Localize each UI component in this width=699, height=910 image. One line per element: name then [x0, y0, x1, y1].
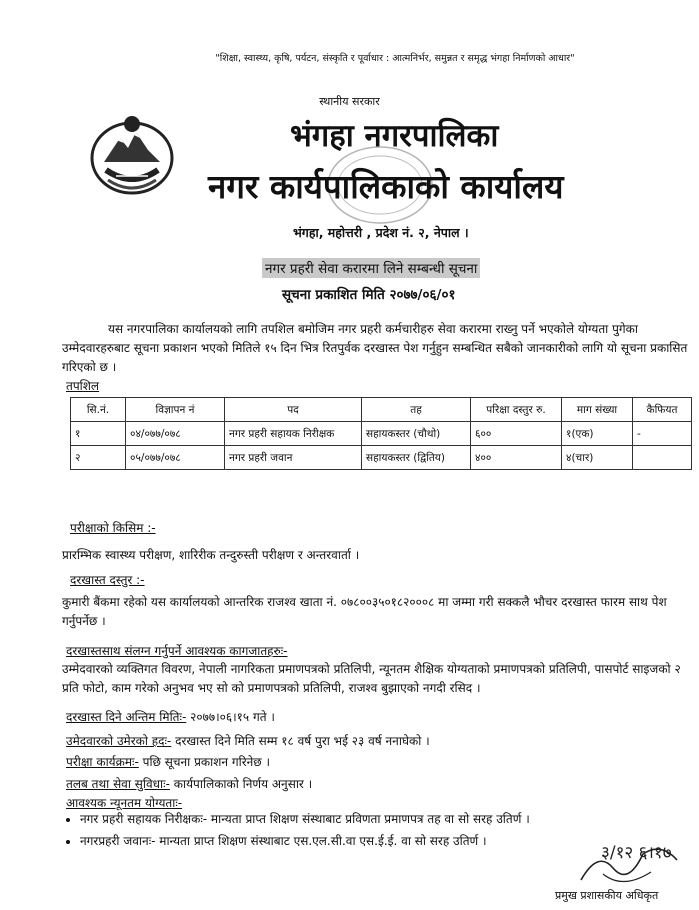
table-header-row — [71, 398, 692, 422]
list-item: • नगर प्रहरी सहायक निरीक्षकः- मान्यता प्राप्त शिक्षण संस्थाबाट प्रविणता प्रमाणपत्र तह वा सो सरह उतिर्ण । — [80, 808, 699, 830]
age-heading: उमेदवारको उमेरको हदः- — [66, 734, 172, 748]
motto: "शिक्षा, स्वास्थ्य, कृषि, पर्यटन, संस्कृति र पूर्वाधार : आत्मनिर्भर, समुन्नत र समृद्ध भंगहा निर्माणको आधार" — [215, 53, 575, 64]
publication-date: सूचना प्रकाशित मिति २०७७/०६/०१ — [282, 287, 456, 303]
table-row — [71, 422, 692, 446]
exam-schedule-line — [66, 753, 270, 770]
notice-intro: यस नगरपालिका कार्यालयको लागि तपशिल बमोजिम नगर प्रहरी कर्मचारीहरु सेवा करारमा राख्नु पर्ने भएकोले योग्यता पुगेका उम्मेदवारहरुबाट सूचना प्रकाशन भएको मितिले १५ दिन भित्र रितपुर्वक दरखास्त पेश गर्नुहुन सम्बन्धित सबैको जानकारीको लागि यो सूचना प्रकासित गरिएको छ । — [62, 322, 688, 374]
exam-schedule-text: पछि सूचना प्रकाशन गरिनेछ । — [142, 755, 271, 769]
signer-title: प्रमुख प्रशासकीय अधिकृत — [555, 889, 659, 902]
exam-type-text: प्रारम्भिक स्वास्थ्य परीक्षण, शारिरीक तन्दुरुस्ती परीक्षण र अन्तरवार्ता । — [62, 548, 360, 562]
col-header-quantity: माग संख्या — [562, 398, 633, 422]
cell-post: नगर प्रहरी जवान — [225, 446, 362, 470]
signature-scrawl — [573, 820, 683, 890]
notice-title: नगर प्रहरी सेवा करारमा लिने सम्बन्धी सूचना — [262, 258, 480, 278]
cell-fee: ४०० — [471, 446, 562, 470]
cell-level: सहायकस्तर (चौथो) — [362, 422, 471, 446]
cell-level: सहायकस्तर (द्वितिय) — [362, 446, 471, 470]
local-government-label: स्थानीय सरकार — [319, 95, 380, 108]
col-header-sn: सि.नं. — [71, 398, 126, 422]
salary-heading: तलब तथा सेवा सुविधाः- — [66, 777, 170, 791]
age-line — [66, 732, 430, 749]
qualification-heading: आवश्यक न्यूनतम योग्यताः- — [66, 796, 183, 810]
deadline-text: २०७७।०६।१५ गते । — [190, 710, 275, 724]
cell-sn: २ — [71, 446, 126, 470]
col-header-post: पद — [225, 398, 362, 422]
cell-ad-no: ०५/०७७/०७८ — [126, 446, 225, 470]
cell-quantity: १(एक) — [562, 422, 633, 446]
cell-remarks — [633, 446, 692, 470]
age-text: दरखास्त दिने मिति सम्म १८ वर्ष पुरा भई २३ वर्ष ननाघेको । — [175, 734, 430, 748]
table-heading: तपशिल — [66, 379, 100, 393]
cell-fee: ६०० — [471, 422, 562, 446]
exam-schedule-heading: परीक्षा कार्यक्रमः- — [66, 755, 139, 769]
fee-text: कुमारी बैंकमा रहेको यस कार्यालयको आन्तरिक राजश्व खाता नं. ०७८००३५०१८२०००८ मा जम्मा गरी सक्कलै भौचर दरखास्त फारम साथ पेश गर्नुपर्नेछ । — [62, 595, 667, 628]
office-title: नगर कार्यपालिकाको कार्यालय — [208, 167, 564, 206]
list-item: • नगरप्रहरी जवानः- मान्यता प्राप्त शिक्षण संस्थाबाट एस.एल.सी.वा एस.ई.ई. वा सो सरह उतिर्ण । — [80, 830, 699, 852]
documents-heading: दरखास्तसाथ संलग्न गर्नुपर्ने आवश्यक कागजातहरुः- — [66, 644, 288, 658]
col-header-remarks: कैफियत — [633, 398, 692, 422]
cell-remarks: - — [633, 422, 692, 446]
col-header-level: तह — [362, 398, 471, 422]
table-row — [71, 446, 692, 470]
cell-ad-no: ०४/०७७/०७८ — [126, 422, 225, 446]
deadline-line — [66, 708, 275, 725]
office-address: भंगहा, महोत्तरी , प्रदेश नं. २, नेपाल । — [293, 225, 469, 240]
municipality-title: भंगहा नगरपालिका — [290, 118, 499, 154]
exam-type-heading: परीक्षाको किसिम :- — [70, 521, 156, 535]
cell-sn: १ — [71, 422, 126, 446]
municipality-emblem-icon — [86, 110, 178, 198]
salary-text: कार्यपालिकाको निर्णय अनुसार । — [173, 777, 313, 791]
col-header-fee: परिक्षा दस्तुर रु. — [471, 398, 562, 422]
salary-line — [66, 775, 312, 792]
col-header-ad-no: विज्ञापन नं — [126, 398, 225, 422]
signature-scrawl-text: ३/१२ ६।१७ — [601, 843, 672, 863]
cell-quantity: ४(चार) — [562, 446, 633, 470]
deadline-heading: दरखास्त दिने अन्तिम मितिः- — [66, 710, 187, 724]
fee-heading: दरखास्त दस्तुर :- — [70, 573, 145, 587]
documents-text: उम्मेदवारको व्यक्तिगत विवरण, नेपाली नागरिकता प्रमाणपत्रको प्रतिलिपी, न्यूनतम शैक्षिक योग्यताको प्रमाणपत्रको प्रतिलिपी, पासपोर्ट साइजको २ प्रति फोटो, काम गरेको अनुभव भए सो को प्रमाणपत्रको प्रतिलिपी, राजश्व बुझाएको नगदी रसिद । — [62, 662, 681, 695]
cell-post: नगर प्रहरी सहायक निरीक्षक — [225, 422, 362, 446]
vacancy-table — [70, 397, 692, 470]
